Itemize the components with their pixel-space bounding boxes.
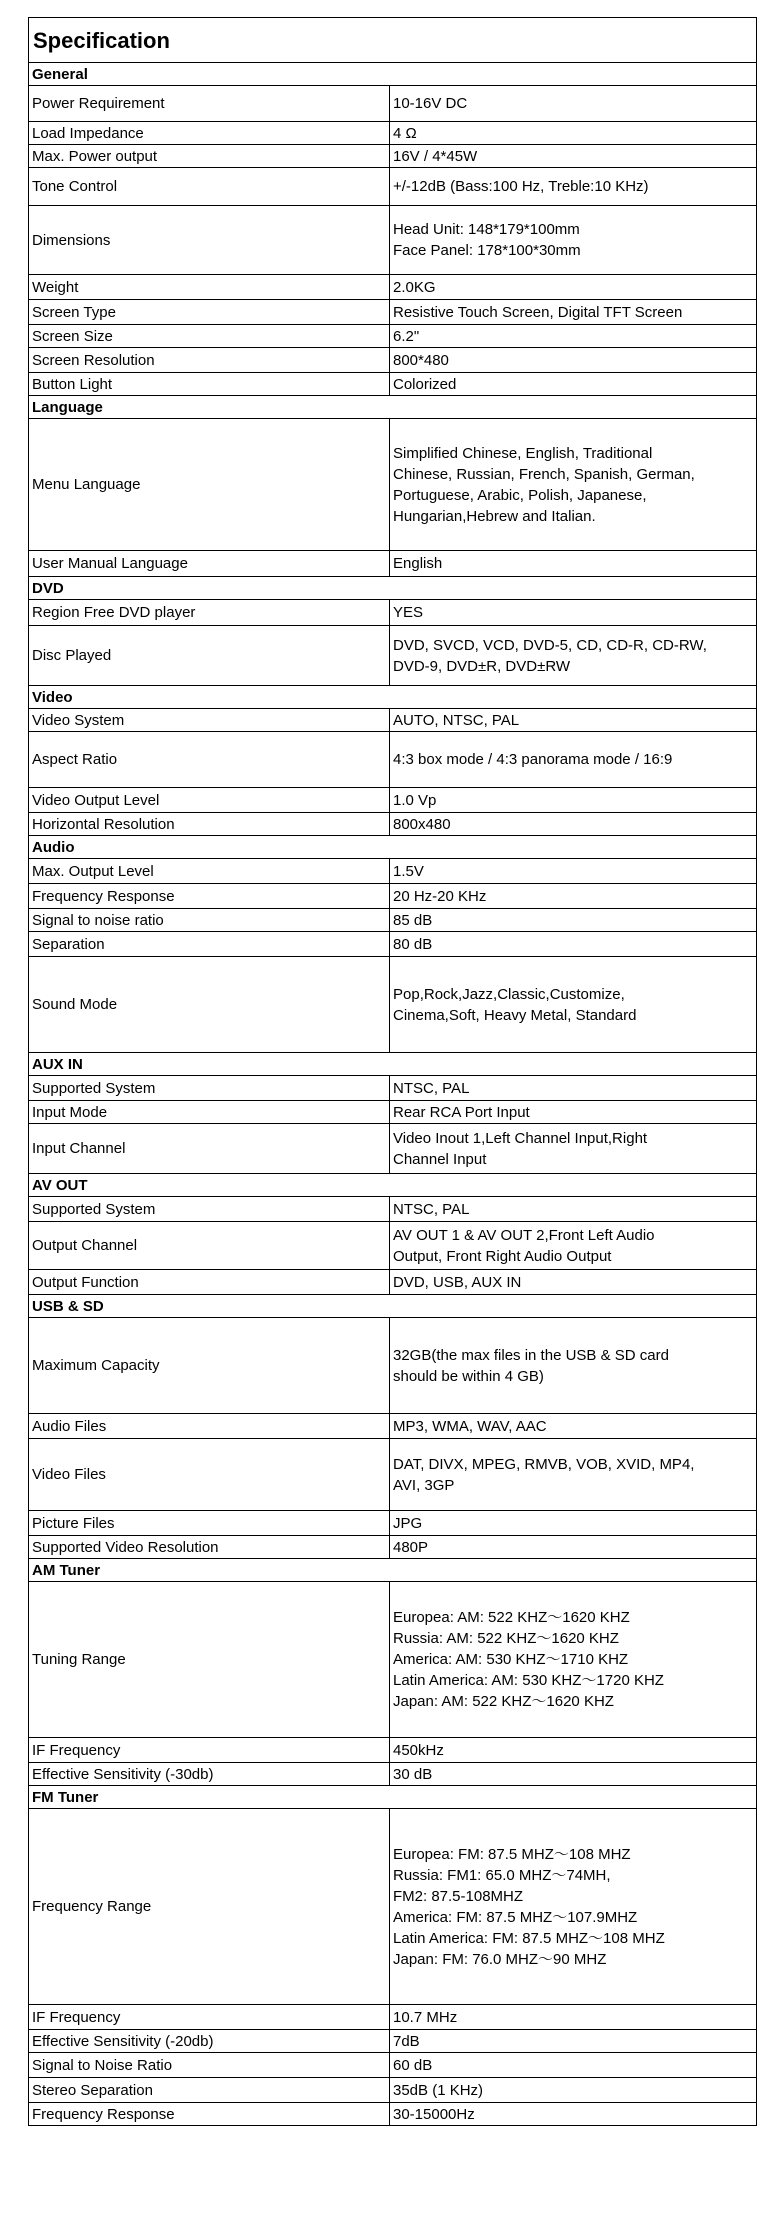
spec-label: Screen Size	[29, 325, 390, 348]
spec-label: Region Free DVD player	[29, 600, 390, 626]
spec-value-line: Hungarian,Hebrew and Italian.	[393, 507, 596, 525]
spec-row	[29, 600, 757, 626]
spec-label: Menu Language	[29, 419, 390, 551]
section-header-row	[29, 686, 757, 709]
spec-row	[29, 732, 757, 788]
spec-value-line: Chinese, Russian, French, Spanish, German,	[393, 465, 695, 483]
spec-row	[29, 551, 757, 577]
section-header-row	[29, 1786, 757, 1809]
section-title: General	[29, 63, 757, 86]
spec-row	[29, 788, 757, 813]
spec-value-line: Channel Input	[393, 1150, 487, 1168]
spec-value-line: Europea: FM: 87.5 MHZ～108 MHZ	[393, 1845, 631, 1863]
spec-value-line: DAT, DIVX, MPEG, RMVB, VOB, XVID, MP4,	[393, 1455, 695, 1473]
spec-row	[29, 348, 757, 373]
section-title: AM Tuner	[29, 1559, 757, 1582]
section-title: Audio	[29, 836, 757, 859]
spec-label: Video Files	[29, 1439, 390, 1511]
spec-value	[390, 626, 757, 686]
spec-row	[29, 145, 757, 168]
spec-value: NTSC, PAL	[390, 1076, 757, 1101]
spec-value: 4:3 box mode / 4:3 panorama mode / 16:9	[390, 732, 757, 788]
spec-value	[390, 1222, 757, 1270]
spec-label: User Manual Language	[29, 551, 390, 577]
spec-row	[29, 373, 757, 396]
spec-row	[29, 2103, 757, 2126]
spec-row	[29, 859, 757, 884]
spec-label: Screen Resolution	[29, 348, 390, 373]
spec-label: IF Frequency	[29, 2005, 390, 2030]
spec-value-line: Russia: AM: 522 KHZ～1620 KHZ	[393, 1630, 619, 1647]
spec-label: Stereo Separation	[29, 2078, 390, 2103]
spec-row	[29, 1511, 757, 1536]
spec-row	[29, 957, 757, 1053]
spec-value: 480P	[390, 1536, 757, 1559]
section-header-row	[29, 1559, 757, 1582]
spec-row	[29, 1197, 757, 1222]
spec-row	[29, 626, 757, 686]
spec-label: Supported System	[29, 1197, 390, 1222]
spec-label: Input Mode	[29, 1101, 390, 1124]
spec-row	[29, 2005, 757, 2030]
spec-value-line: America: AM: 530 KHZ～1710 KHZ	[393, 1651, 629, 1668]
spec-value: NTSC, PAL	[390, 1197, 757, 1222]
spec-label: Video Output Level	[29, 788, 390, 813]
spec-label: Output Function	[29, 1270, 390, 1295]
section-header-row	[29, 577, 757, 600]
spec-value	[390, 1582, 757, 1738]
spec-row	[29, 1270, 757, 1295]
spec-value-line: Portuguese, Arabic, Polish, Japanese,	[393, 486, 647, 504]
spec-row	[29, 2053, 757, 2078]
section-header-row	[29, 1174, 757, 1197]
spec-label: Aspect Ratio	[29, 732, 390, 788]
spec-value: 800*480	[390, 348, 757, 373]
spec-row	[29, 813, 757, 836]
spec-value	[390, 1439, 757, 1511]
spec-row	[29, 1318, 757, 1414]
spec-value: 2.0KG	[390, 275, 757, 300]
spec-value-line: Europea: AM: 522 KHZ～1620 KHZ	[393, 1609, 630, 1626]
spec-label: Sound Mode	[29, 957, 390, 1053]
section-title: Language	[29, 396, 757, 419]
spec-row	[29, 909, 757, 932]
spec-value: 450kHz	[390, 1738, 757, 1763]
spec-row	[29, 1763, 757, 1786]
spec-value-line: Head Unit: 148*179*100mm	[393, 221, 580, 238]
spec-value: 16V / 4*45W	[390, 145, 757, 168]
spec-row	[29, 325, 757, 348]
spec-row	[29, 86, 757, 122]
spec-value: 60 dB	[390, 2053, 757, 2078]
spec-label: Output Channel	[29, 1222, 390, 1270]
spec-value-line: should be within 4 GB)	[393, 1367, 544, 1385]
spec-label: Supported Video Resolution	[29, 1536, 390, 1559]
spec-label: Audio Files	[29, 1414, 390, 1439]
spec-row	[29, 419, 757, 551]
spec-value-line: Cinema,Soft, Heavy Metal, Standard	[393, 1006, 637, 1024]
spec-label: Max. Power output	[29, 145, 390, 168]
spec-value: 6.2"	[390, 325, 757, 348]
title-row	[29, 18, 757, 63]
spec-value-line: FM2: 87.5-108MHZ	[393, 1887, 524, 1905]
spec-value: DVD, USB, AUX IN	[390, 1270, 757, 1295]
spec-row	[29, 1738, 757, 1763]
spec-value: Resistive Touch Screen, Digital TFT Screen	[390, 300, 757, 325]
spec-value-line: Video Inout 1,Left Channel Input,Right	[393, 1129, 648, 1147]
spec-row	[29, 300, 757, 325]
spec-label: Weight	[29, 275, 390, 300]
spec-value: 7dB	[390, 2030, 757, 2053]
spec-label: Separation	[29, 932, 390, 957]
section-header-row	[29, 63, 757, 86]
spec-label: Button Light	[29, 373, 390, 396]
spec-value: AUTO, NTSC, PAL	[390, 709, 757, 732]
spec-label: Signal to noise ratio	[29, 909, 390, 932]
spec-value-line: Pop,Rock,Jazz,Classic,Customize,	[393, 985, 625, 1003]
spec-label: Disc Played	[29, 626, 390, 686]
spec-row	[29, 1414, 757, 1439]
spec-row	[29, 2030, 757, 2053]
spec-value: 30 dB	[390, 1763, 757, 1786]
spec-row	[29, 206, 757, 275]
spec-value: Colorized	[390, 373, 757, 396]
spec-label: Load Impedance	[29, 122, 390, 145]
spec-value	[390, 1318, 757, 1414]
spec-label: Frequency Response	[29, 2103, 390, 2126]
section-header-row	[29, 836, 757, 859]
spec-value-line: 32GB(the max files in the USB & SD card	[393, 1346, 669, 1364]
spec-value: +/-12dB (Bass:100 Hz, Treble:10 KHz)	[390, 168, 757, 206]
section-header-row	[29, 396, 757, 419]
spec-value	[390, 957, 757, 1053]
spec-value: 800x480	[390, 813, 757, 836]
spec-value-line: America: FM: 87.5 MHZ～107.9MHZ	[393, 1908, 638, 1926]
spec-value-line: Face Panel: 178*100*30mm	[393, 242, 581, 259]
spec-value: YES	[390, 600, 757, 626]
section-header-row	[29, 1295, 757, 1318]
spec-row	[29, 1101, 757, 1124]
spec-label: Frequency Range	[29, 1809, 390, 2005]
spec-row	[29, 1439, 757, 1511]
spec-label: Max. Output Level	[29, 859, 390, 884]
spec-row	[29, 122, 757, 145]
spec-value	[390, 206, 757, 275]
spec-row	[29, 1809, 757, 2005]
section-title: FM Tuner	[29, 1786, 757, 1809]
spec-row	[29, 275, 757, 300]
spec-value-line: Japan: FM: 76.0 MHZ～90 MHZ	[393, 1950, 607, 1968]
spec-value-line: DVD, SVCD, VCD, DVD-5, CD, CD-R, CD-RW,	[393, 636, 707, 654]
spec-label: Power Requirement	[29, 86, 390, 122]
spec-label: Picture Files	[29, 1511, 390, 1536]
spec-value-line: Japan: AM: 522 KHZ～1620 KHZ	[393, 1693, 614, 1710]
spec-value-line: AVI, 3GP	[393, 1476, 455, 1494]
spec-value	[390, 419, 757, 551]
spec-value: 10.7 MHz	[390, 2005, 757, 2030]
spec-label: Screen Type	[29, 300, 390, 325]
spec-value: JPG	[390, 1511, 757, 1536]
spec-value: 4 Ω	[390, 122, 757, 145]
spec-label: IF Frequency	[29, 1738, 390, 1763]
spec-label: Frequency Response	[29, 884, 390, 909]
spec-table-body	[29, 18, 757, 2126]
spec-value: 30-15000Hz	[390, 2103, 757, 2126]
spec-value: 20 Hz-20 KHz	[390, 884, 757, 909]
spec-value: 1.5V	[390, 859, 757, 884]
spec-label: Maximum Capacity	[29, 1318, 390, 1414]
spec-value-line: Simplified Chinese, English, Traditional	[393, 444, 653, 462]
spec-value-line: Russia: FM1: 65.0 MHZ～74MH,	[393, 1866, 611, 1884]
spec-value-line: AV OUT 1 & AV OUT 2,Front Left Audio	[393, 1226, 655, 1244]
spec-row	[29, 1582, 757, 1738]
spec-value-line: Output, Front Right Audio Output	[393, 1247, 612, 1265]
spec-value-line: Latin America: AM: 530 KHZ～1720 KHZ	[393, 1672, 664, 1689]
spec-value: 35dB (1 KHz)	[390, 2078, 757, 2103]
spec-row	[29, 2078, 757, 2103]
section-title: AUX IN	[29, 1053, 757, 1076]
section-title: AV OUT	[29, 1174, 757, 1197]
spec-label: Horizontal Resolution	[29, 813, 390, 836]
page-title: Specification	[29, 18, 757, 63]
spec-table	[28, 17, 757, 2126]
spec-value: 80 dB	[390, 932, 757, 957]
spec-row	[29, 709, 757, 732]
spec-label: Input Channel	[29, 1124, 390, 1174]
spec-value: 10-16V DC	[390, 86, 757, 122]
spec-label: Tone Control	[29, 168, 390, 206]
section-header-row	[29, 1053, 757, 1076]
spec-label: Tuning Range	[29, 1582, 390, 1738]
spec-value	[390, 1124, 757, 1174]
spec-row	[29, 884, 757, 909]
spec-row	[29, 932, 757, 957]
spec-label: Effective Sensitivity (-20db)	[29, 2030, 390, 2053]
spec-row	[29, 168, 757, 206]
spec-label: Dimensions	[29, 206, 390, 275]
section-title: Video	[29, 686, 757, 709]
section-title: DVD	[29, 577, 757, 600]
spec-value: English	[390, 551, 757, 577]
spec-value-line: Latin America: FM: 87.5 MHZ～108 MHZ	[393, 1929, 665, 1947]
specification-sheet	[28, 17, 757, 2126]
spec-value-line: DVD-9, DVD±R, DVD±RW	[393, 657, 571, 675]
spec-value: 1.0 Vp	[390, 788, 757, 813]
spec-value: 85 dB	[390, 909, 757, 932]
spec-row	[29, 1124, 757, 1174]
spec-label: Signal to Noise Ratio	[29, 2053, 390, 2078]
spec-value: MP3, WMA, WAV, AAC	[390, 1414, 757, 1439]
spec-label: Video System	[29, 709, 390, 732]
spec-label: Effective Sensitivity (-30db)	[29, 1763, 390, 1786]
section-title: USB & SD	[29, 1295, 757, 1318]
spec-label: Supported System	[29, 1076, 390, 1101]
spec-value	[390, 1809, 757, 2005]
spec-row	[29, 1076, 757, 1101]
spec-row	[29, 1222, 757, 1270]
spec-value: Rear RCA Port Input	[390, 1101, 757, 1124]
spec-row	[29, 1536, 757, 1559]
